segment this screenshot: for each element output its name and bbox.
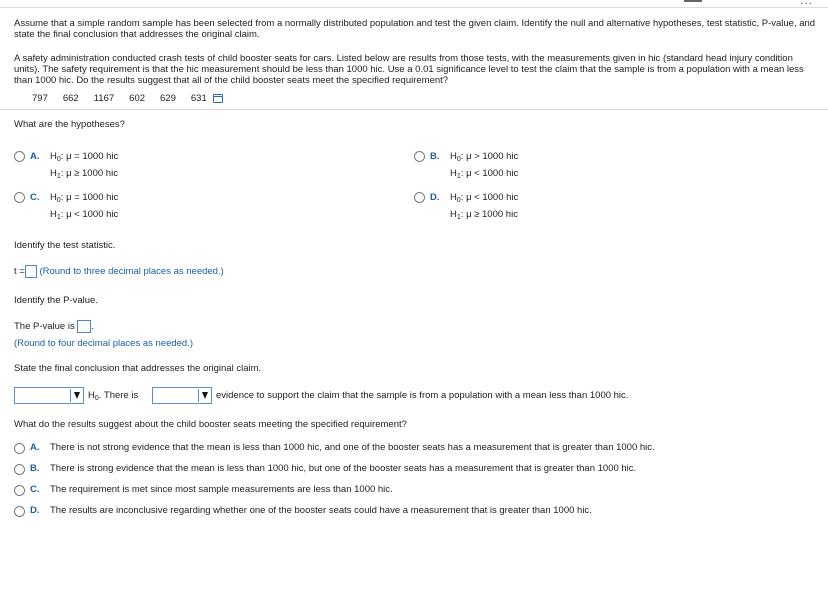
radio-button[interactable]: [14, 506, 25, 517]
data-value: 631: [190, 92, 207, 104]
p-value-rounding-hint: (Round to four decimal places as needed.): [14, 338, 194, 349]
radio-button[interactable]: [14, 485, 25, 496]
hypotheses-question: What are the hypotheses?: [14, 119, 125, 130]
data-values-row: [32, 92, 223, 104]
problem-scenario: A safety administration conducted crash tests of child booster seats for cars. Listed below are results from those tests, with the measurements given in hic (standard head injury condition units). The safety requirement is that the hic measurement should be less than 1000 hic. Use a 0.01 significance level to test the claim that the sample is from a population with a mean less than 1000 hic. Do the results suggest that all of the child booster seats meet the specified requirement?: [14, 53, 804, 86]
radio-button[interactable]: [14, 443, 25, 454]
h1-text: μ < 1000 hic: [66, 209, 119, 220]
tab-indicator: [684, 0, 702, 2]
data-value: 1167: [93, 92, 115, 104]
evidence-strength-dropdown[interactable]: [152, 387, 212, 404]
conclusion-end-text: evidence to support the claim that the sample is from a population with a mean less than 1000 hic.: [216, 390, 629, 401]
radio-button[interactable]: [414, 151, 425, 162]
more-options-icon[interactable]: ...: [800, 0, 814, 7]
section-divider: [0, 109, 828, 110]
option-letter: C.: [30, 192, 40, 203]
p-value-row: The P-value is .: [14, 321, 95, 333]
p-value-label: The P-value is: [14, 321, 75, 333]
option-letter: D.: [430, 192, 440, 203]
conclusion-question: State the final conclusion that addresses the original claim.: [14, 363, 262, 374]
data-value: 629: [160, 92, 176, 104]
data-value: 662: [62, 92, 79, 104]
h0-text: μ > 1000 hic: [466, 151, 519, 162]
p-value-question: Identify the P-value.: [14, 295, 98, 306]
top-bar: [0, 0, 828, 8]
h0-text: μ < 1000 hic: [466, 192, 519, 203]
option-text: There is strong evidence that the mean is less than 1000 hic, but one of the booster seats has a measurement that is greater than 1000 hic.: [50, 463, 637, 474]
instructions: Assume that a simple random sample has been selected from a normally distributed population and test the given claim. Identify the null and alternative hypotheses, test statistic, P-value, and state the final conclusion that addresses the original claim.: [14, 18, 816, 40]
requirement-question: What do the results suggest about the child booster seats meeting the specified requirement?: [14, 419, 407, 430]
t-label: t =: [14, 266, 25, 278]
chevron-down-icon: [202, 392, 208, 399]
option-letter: A.: [30, 151, 40, 162]
option-letter: B.: [430, 151, 440, 162]
option-letter: B.: [30, 463, 40, 474]
chevron-down-icon: [74, 392, 80, 399]
test-statistic-row: [14, 265, 224, 278]
test-statistic-question: Identify the test statistic.: [14, 240, 116, 251]
data-value: 602: [129, 92, 146, 104]
reject-decision-dropdown[interactable]: [14, 387, 84, 404]
radio-button[interactable]: [414, 192, 425, 203]
copy-data-icon[interactable]: [213, 94, 223, 103]
h1-text: μ ≥ 1000 hic: [466, 209, 518, 220]
top-divider: [0, 7, 828, 8]
p-value-input[interactable]: [77, 320, 91, 333]
option-letter: D.: [30, 505, 40, 516]
radio-button[interactable]: [14, 464, 25, 475]
option-letter: C.: [30, 484, 40, 495]
option-text: There is not strong evidence that the mean is less than 1000 hic, and one of the booster seats has a measurement that is greater than 1000 hic.: [50, 442, 655, 453]
h1-text: μ ≥ 1000 hic: [66, 168, 118, 179]
option-letter: A.: [30, 442, 40, 453]
conclusion-mid-text: $H_0$. There is: [88, 390, 139, 402]
option-text: The requirement is met since most sample measurements are less than 1000 hic.: [50, 484, 393, 495]
test-statistic-input[interactable]: [25, 265, 37, 278]
h0-text: μ = 1000 hic: [66, 151, 119, 162]
rounding-hint: (Round to three decimal places as needed.): [39, 266, 224, 278]
radio-button[interactable]: [14, 151, 25, 162]
option-text: The results are inconclusive regarding whether one of the booster seats could have a measurement that is greater than 1000 hic.: [50, 505, 592, 516]
radio-button[interactable]: [14, 192, 25, 203]
h0-text: μ = 1000 hic: [66, 192, 119, 203]
h1-text: μ < 1000 hic: [466, 168, 519, 179]
data-value: 797: [32, 92, 48, 104]
